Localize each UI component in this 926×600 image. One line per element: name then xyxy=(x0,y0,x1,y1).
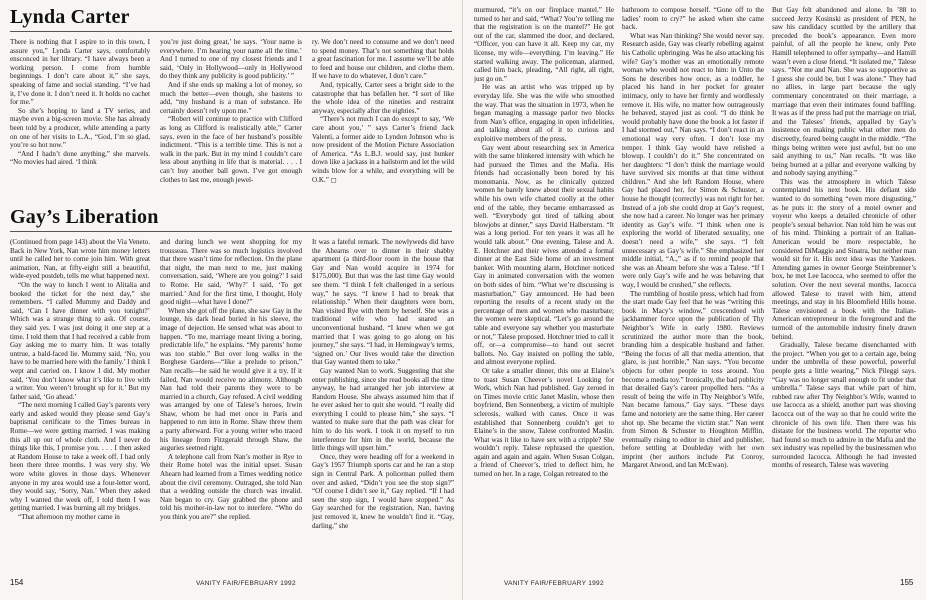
section-title-gays-liberation: Gay’s Liberation xyxy=(10,206,159,228)
section-rule xyxy=(10,231,452,232)
magazine-footer: VANITY FAIR/FEBRUARY 1992 xyxy=(196,580,296,587)
paragraph: What was Nan thinking? She would never say. Research aside, Gay was clearly rebelling against his Catholic upbringing. Was he also attacking his wife? Gay’s mother was an emotionally remote woman who would not react to him: in Unto the Sons he describes how once, as a toddler, he placed his hand in her pocket for greater intimacy, only to have her firmly and wordlessly remove it. His wife, no matter how outrageously he behaved, stayed just as cool. “I do think he would probably have done the book a lot faster if I had stormed out,” Nan says. “I don’t react in an emotional way very often. I don’t lose my temper. I think Gay would have relished a blowup. I couldn’t do it.” She concentrated on her daughters: “I don’t think the marriage would have survived six months at that time without children.” And she left Random House, where Gay had placed her, for Simon & Schuster, a house he thought (correctly) was not right for her. Instead of a job she could drop at Gay’s request, she now had a career. No longer was her primary identity as Gay’s wife. “I think when one is exploring the world of liberated sexuality, one doesn’t need a wife,” she says. “I felt unnecessary as Gay’s wife.” She emphasized her middle initial, “A.,” as if to remind people that she was an Ahearn before she was a Talese. “If I were only Gay’s wife and he was behaving that way, I would be crushed,” she reflects. xyxy=(622,31,764,289)
page-number: 155 xyxy=(900,578,914,587)
page-number: 154 xyxy=(10,578,24,587)
paragraph: murmured, “it’s on our fireplace mantel.” He turned to her and said, “What? You’re telling me that the registration is on the mantel?” He got out of the car, slammed the door, and declared, “Officer, you can have it all. Keep my car, my license, my wife—everything. I’m leaving.” He started walking away. The policeman, alarmed, called him back, pleading, “All right, all right, just go on.” xyxy=(474,6,614,83)
right-column-2 xyxy=(622,6,764,576)
paragraph: It was a fateful remark. The newlyweds did have the Ahearns over to dinner in their shabby apartment (a third-floor room in the house that Gay and Nan would acquire in 1974 for $175,000). But that was the last time Gay would see them. “I think I felt challenged in a serious way,” he says. “I knew I had to break that relationship.” When their daughters were born, Nan visited Rye with them by herself. She was a traditional wife who had snared an unconventional husband. “I knew when we got married that I was going to go along on his journey,” she says. “I had, in Hemingway’s terms, ‘signed on.’ Our lives would take the direction that Gay wanted them to take.” xyxy=(312,238,454,367)
gays-liberation-column-1 xyxy=(10,238,150,576)
paragraph: bathroom to compose herself. “Gone off to the ladies’ room to cry?” he asked when she came back. xyxy=(622,6,764,32)
paragraph: A telephone call from Nan’s mother in Rye to their Rome hotel was the initial upset. Susan Ahearn had learned from a Times wedding notice about the civil ceremony. Outraged, she told Nan that a wedding outside the church was invalid. Nan began to cry. Gay grabbed the phone and told his mother-in-law not to interfere. “Who do you think you are?” she replied. xyxy=(160,452,302,521)
paragraph: He was an artist who was tripped up by everyday life. She was the wife who smoothed the way. That was the situation in 1973, when he began managing a massage parlor two blocks from Nan’s office, engaging in open infidelities, and talking about all of it to curious and exploitive members of the press. xyxy=(474,83,614,143)
lynda-carter-column-3 xyxy=(312,38,454,188)
gays-liberation-column-2 xyxy=(160,238,302,576)
paragraph: Gay went about researching sex in America with the same blinkered intensity with which he had pursued the Times and the Mafia. His friends had occasionally been bored by his monomania. Now, as he clinically quizzed women he barely knew about their sexual habits while his own wife chatted coolly at the other end of the table, they became embarrassed as well. “Everybody got tired of talking about blowjobs at dinner,” says David Halberstam. “It was a long period. For ten years it was all he would talk about.” One evening, Talese and A. E. Hotchner and their wives attended a formal dinner at the East Side home of an investment banker. With mounting alarm, Hotchner noticed Gay in animated conversation with the women on both sides of him. “What we’re discussing is masturbation,” Gay announced. He had been reporting the results of a recent study on the percentage of men and women who masturbate; the women were skeptical. “Let’s go around the table and everyone say whether you masturbate or not,” Talese proposed. Hotchner tried to call it off, or—a compromise—to hand out secret ballots. No. Gay insisted on polling the table, and almost everyone replied. xyxy=(474,143,614,367)
paragraph: Gay wanted Nan to work. Suggesting that she enter publishing, since she read books all the time anyway, he had arranged her job interview at Random House. She always assumed him that if he ever asked her to quit she would. “I really did everything I could to please him,” she says. “I wanted to make sure that the path was clear for him to do his work. I took it on myself to run interference for him in the world, because the little things will upset him.” xyxy=(312,366,454,453)
paragraph: When she got off the plane, she saw Gay in the lounge, his dark head buried in his sleeve, the image of dejection. He sensed what was about to happen. “To me, marriage meant living a boring, predictable life,” he explains. “My parents’ home was too stable.” But over long walks in the Borghese Gardens—“like a prelude to prison,” Nan recalls—he said he would give it a try. If it failed, Nan would receive no alimony. Although Nan had told their parents they were to be married in a church, Gay refused. A civil wedding was arranged by one of Talese’s heroes, Irwin Shaw, whom he had met once in Paris and happened to run into in Rome. Shaw threw them a party afterward. For a young writer who traced his lineage from Fitzgerald through Shaw, the auguries seemed right. xyxy=(160,306,302,453)
paragraph: ry. We don’t need to consume and we don’t need to spend money. That’s not something that holds a great fascination for me. I assume we’ll be able to feed and house our children, and clothe them. If we have to do whatever, I don’t care.” xyxy=(312,38,454,81)
paragraph: “Robert will continue to practice with Clifford as long as Clifford is realistically able,” Carter says, even in the face of her husband’s possible indictment. “This is a terrible time. This is not a walk in the park. But in my mind I couldn’t care less about anything in life that is material. . . . I can’t buy another ball gown. I’ve got enough clothes to last me, enough jewel- xyxy=(160,115,302,184)
lynda-carter-column-1 xyxy=(10,38,150,188)
paragraph: (Continued from page 143) about the Via Veneto. Back in New York, Nan wrote him money letters until he called her to come join him. With great animation, Nan, at fifty-eight still a beautiful, wide-eyed postdeb, tells me what happened next. xyxy=(10,238,150,281)
paragraph: And, typically, Carter sees a bright side to the catastrophe that has befallen her. “I sort of like the whole idea of the nineties and restraint anyway, especially after the eighties.” xyxy=(312,80,454,115)
left-page xyxy=(0,0,462,600)
paragraph: you’re just doing great,’ he says. ‘Your name is everywhere. I’m hearing your name all the time.’ And I turned to one of my closest friends and I said, ‘Only in Hollywood—only in Hollywood do they think any publicity is good publicity.’ ” xyxy=(160,38,302,81)
right-column-3 xyxy=(772,6,916,576)
paragraph: “The next morning I called Gay’s parents very early and asked would they please send Gay’s baptismal certificate to the Times bureau in Rome—we were getting married. I was making this all up out of whole cloth. And I never do things like this, I promise you. . . . I then asked at Random House to take a week off. I had only been there three months. I was very shy. We wore white gloves in those days. Whenever anyone in my area would use a four-letter word, they would say, ‘Sorry, Nan.’ When they asked why I wanted the week off, I told them I was getting married. I was burning all my bridges. xyxy=(10,401,150,513)
paragraph: But Gay felt abandoned and alone. In ’88 to succeed Jerzy Kosinski as president of PEN, he saw his candidacy scuttled by the artillery that preceded the book’s appearance. Even more painful, of all the people he knew, only Pete Hamill telephoned to offer sympathy—and Hamill wasn’t even a close friend. “It isolated me,” Talese says. “Not me and Nan. She was so supportive as I guess she could be, but I was alone.” They had no allies, in large part because the ugly commentary concentrated on their marriage, a marriage that even their intimates found baffling. It was as if the press had put the marriage on trial, and the Taleses’ friends, appalled by Gay’s insistence on making public what other men do discreetly, feared being caught in the middle. “The things being written were just awful, but no one said anything to us,” Nan recalls. “It was like being burned at a pillar and everyone walking by and nobody saying anything.” xyxy=(772,6,916,178)
paragraph: This was the atmosphere in which Talese contemplated his next book. His defiant side wanted to do something “even more disgusting,” as he puts it: the story of a motel owner and voyeur who keeps a detailed chronicle of other people’s sexual behavior. Nan told him he was out of his mind. Thinking a portrait of an Italian-American would be more respectable, he considered DiMaggio and Sinatra, but neither man would sit for it. His next idea was the Yankees. Attending games in owner George Steinbrenner’s box, he met Lee Iacocca, who seemed to offer the solution. Over the next several months, Iacocca allowed Talese to travel with him, attend meetings, and stay in his Bloomfield Hills house. Talese envisioned a book with the Italian-American entrepreneur in the foreground and the turmoil of the automobile industry finely drawn behind. xyxy=(772,177,916,341)
lynda-carter-column-2 xyxy=(160,38,302,188)
paragraph: and during lunch we went shopping for my trousseau. There was so much logistics involved that there wasn’t time for reflection. On the plane that night, the man next to me, just making conversation, said, ‘Where are you going?’ I said to Rome. He said, ‘Why?’ I said, ‘To get married.’ And for the first time, I thought, Holy good night—what have I done?” xyxy=(160,238,302,307)
right-column-1 xyxy=(474,6,614,576)
paragraph: Or take a smaller dinner, this one at Elaine’s to toast Susan Cheever’s novel Looking for Work, which Nan had published. Gay zeroed in on Times movie critic Janet Maslin, whose then boyfriend, Ben Sonnenberg, a victim of multiple sclerosis, walked with canes. Once it was established that Sonnenberg couldn’t get to Elaine’s in the snow, Talese confronted Maslin. What was it like to have sex with a cripple? She wouldn’t reply. Talese rephrased the question, again and again and again. When Susan Colgan, a friend of Cheever’s, tried to deflect him, he turned on her. In a rage, Colgan retreated to the xyxy=(474,366,614,479)
gays-liberation-column-3 xyxy=(312,238,454,576)
paragraph: Once, they were heading off for a weekend in Gay’s 1957 Triumph sports car and he ran a stop sign in Central Park. A policeman pulled them over and asked, “Didn’t you see the stop sign?” “Of course I didn’t see it,” Gay replied. “If I had seen the stop sign, I would have stopped.” As Gay searched for the registration, Nan, having just removed it, knew he wouldn’t find it. “Gay, darling,” she xyxy=(312,452,454,530)
paragraph: The rumbling of hostile press, which had from the start made Gay feel that he was “writing this book in Macy’s window,” crescendoed with jackhammer force upon the publication of Thy Neighbor’s Wife in early 1980. Reviews scrutinized the author more than the book, branding him a despicable husband and father. “Being the focus of all that media attention, that glare, is just horrible,” Nan says. “You become objects for other people to toss around. You become a media toy.” Ironically, the bad publicity that derailed Gay’s career propelled hers. “As a result of being the wife in Thy Neighbor’s Wife, Nan became famous,” Gay says. “These days fame and notoriety are the same thing. Her career shot up. She became the victim star.” Nan went from Simon & Schuster to Houghton Mifflin, eventually rising to editor in chief and publisher, before settling at Doubleday with her own imprint (her authors include Pat Conroy, Margaret Atwood, and Ian McEwan). xyxy=(622,289,764,470)
section-title-lynda-carter: Lynda Carter xyxy=(10,6,130,28)
right-page xyxy=(464,0,926,600)
spread-gutter xyxy=(462,0,463,600)
paragraph: “And I hadn’t done anything,” she marvels. “No movies had aired. ‘I think xyxy=(10,149,150,167)
paragraph: “On the way to lunch I went to Alitalia and booked the ticket for the next day,” she remembers. “I called Mummy and Daddy and said, ‘Can I have dinner with you tonight?’ Which was a strange thing to ask. Of course, they said yes. I was just doing it one step at a time. I told them that I had received a cable from Gay asking me to marry him. It was totally untrue, a bald-faced lie. Mummy said, ‘No, you have to be married here with the family.’ I think I wept and carried on. I know I did. My mother said, ‘You don’t know what it’s like to live with a writer. You weren’t brought up for it.’ But my father said, ‘Go ahead.’ xyxy=(10,280,150,401)
paragraph: “There’s not much I can do except to say, ‘We care about you,’ ” says Carter’s friend Jack Valenti, a former aide to Lyndon Johnson who is now president of the Motion Picture Association of America. “As L.B.J. would say, just hunker down like a jackass in a hailstorm and let the wild winds blow for a while, and everything will be O.K.” ◻ xyxy=(312,115,454,184)
paragraph: And if she ends up making a lot of money, so much the better—even though, she hastens to add, “my husband is a man of substance. He certainly doesn’t rely upon me.” xyxy=(160,80,302,115)
paragraph: So she’s hoping to land a TV series, and maybe even a big-screen movie. She has already been told by a producer, while attending a party on one of her visits to L.A., “God, I’m so glad, you’re so hot now.” xyxy=(10,106,150,150)
paragraph: “That afternoon my mother came in xyxy=(18,513,120,521)
magazine-footer: VANITY FAIR/FEBRUARY 1992 xyxy=(504,580,604,587)
paragraph: There is nothing that I aspire to in this town, I assure you,” Lynda Carter says, comfortably ensconced in her library. “I have always been a working person. I come from humble beginnings. I don’t care about it,” she says, speaking of fame and social standing. “I’ve had it, I’ve done it. I don’t need it. It holds no cachet for me.” xyxy=(10,38,150,107)
paragraph: Gradually, Talese became disenchanted with the project. “When you get to a certain age, being under the umbrella of these powerful, powerful people gets a little wearing,” Nick Pileggi says. “Gay was no longer small enough to fit under that umbrella.” Talese says that while part of him, rubbed raw after Thy Neighbor’s Wife, wanted to use Iacocca as a shield, another part was shoving Iacocca out of the way so that he could write the chronicle of his own life. Then there was his distaste for the business world. The reporter who had found so much to admire in the Mafia and the sex industry was repelled by the businessmen who surrounded Iacocca. Although he had invested months of research, Talese was wavering xyxy=(772,341,916,470)
section-rule xyxy=(10,31,452,32)
